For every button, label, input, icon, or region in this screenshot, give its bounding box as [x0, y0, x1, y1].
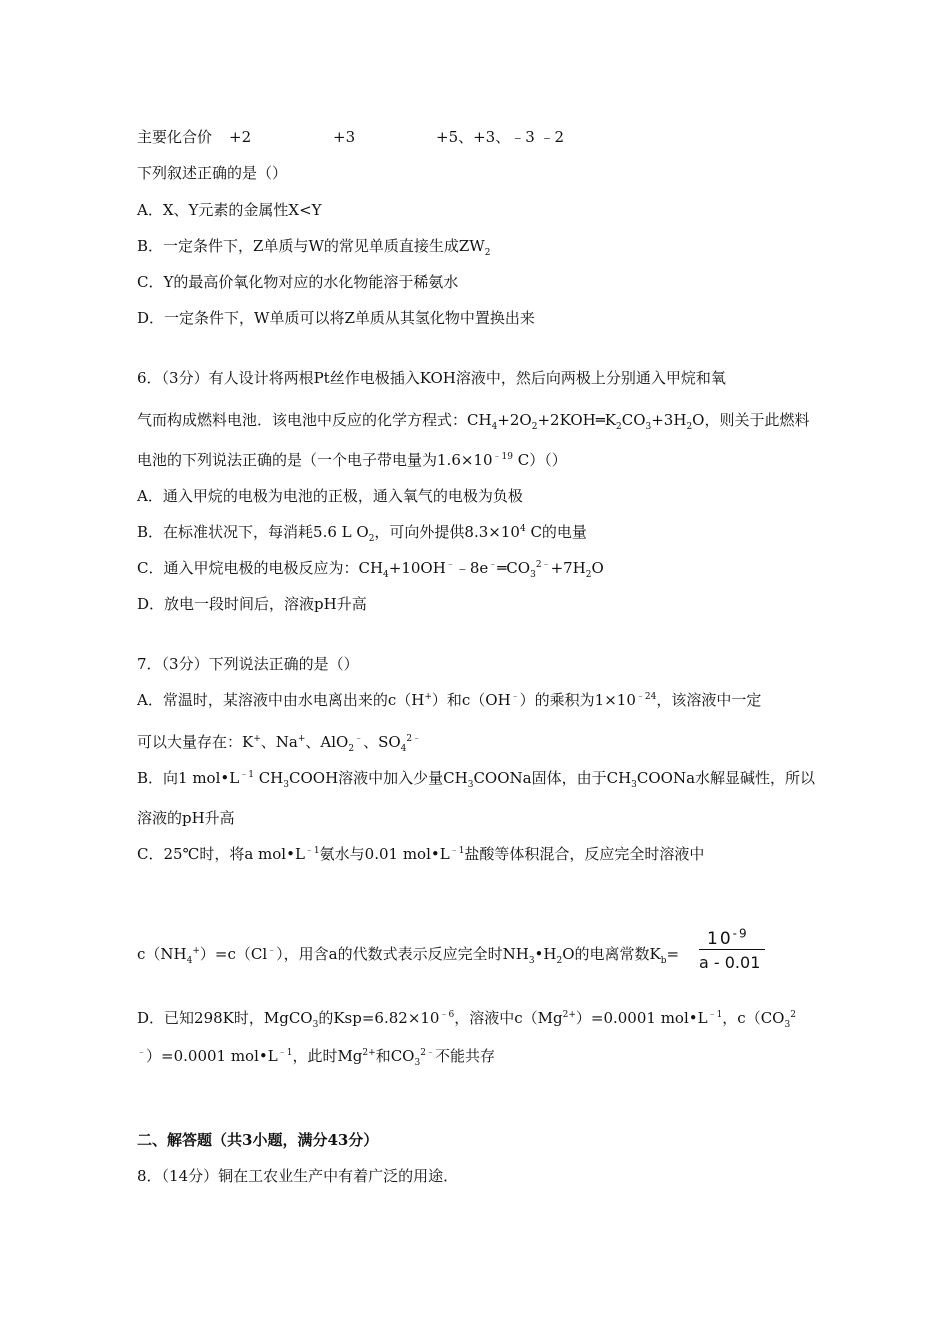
- q6-oc-h: +7H: [550, 559, 586, 577]
- fraction-bar: [699, 949, 765, 950]
- q7-oc2-a: c（NH: [137, 945, 187, 963]
- q7-oc2-c: +: [192, 946, 200, 956]
- q7-oa2-c: 、Na: [260, 733, 298, 751]
- q6-oc-b: +10OH: [388, 559, 446, 577]
- q6-option-d: D．放电一段时间后，溶液pH升高: [137, 595, 367, 613]
- q7-oc2-k: b: [660, 956, 667, 966]
- fraction-numerator: [707, 926, 749, 949]
- q6-l2-f: O，则关于此燃料: [692, 411, 810, 429]
- section-heading: 二、解答题（共3小题，满分43分）: [137, 1131, 379, 1149]
- q7-od1-g: ）=0.0001 mol•L: [575, 1009, 708, 1027]
- q7-oc1-c: 氨水与0.01 mol•L: [319, 845, 450, 863]
- q7-ob1-c: CH: [253, 769, 284, 787]
- fraction-numerator-exp: -9: [732, 926, 749, 941]
- q6-l2-d: CO: [621, 411, 646, 429]
- q7-oa2-i: 4: [400, 744, 407, 754]
- q7-oa2-d: +: [297, 734, 306, 744]
- q7-oc2-j: O的电离常数K: [562, 945, 661, 963]
- q7-option-b-line2: 溶液的pH升高: [137, 809, 235, 827]
- q7-od2-f: 和CO: [375, 1047, 415, 1065]
- q6-oc-e: ﹣: [488, 560, 498, 570]
- q7-oc2-l: =: [666, 945, 680, 963]
- q6-oc-f: ═CO: [497, 559, 531, 577]
- q7-oa1-g: ，该溶液中一定: [656, 691, 762, 709]
- q6-option-a: A．通入甲烷的电极为电池的正极，通入氧气的电极为负极: [137, 487, 523, 505]
- q7-oa2-g: ﹣: [354, 734, 364, 744]
- q7-oc2-f: ），用含a的代数式表示反应完全时NH: [276, 945, 529, 963]
- q7-ob1-i: COONa水解显碱性，所以: [636, 769, 816, 787]
- q6-ob-b: ，可向外提供8.3×10: [374, 523, 520, 541]
- q7-oa2-a: 可以大量存在：K: [137, 733, 254, 751]
- q7-od1-f: 2+: [562, 1010, 576, 1020]
- q7-oc1-a: C．25℃时，将a mol•L: [137, 845, 305, 863]
- q6-oc-a: C．通入甲烷电极的电极反应为：CH: [137, 559, 384, 577]
- q7-option-a-line2: [137, 732, 421, 752]
- valence-value-1: +2: [229, 128, 252, 146]
- valence-value-2: +3: [333, 128, 356, 146]
- q6-stem-line2: 气而构成燃料电池．该电池中反应的化学方程式：$CH_4+2O_2+2KOH═K_2CO_3+3H_2O$，则关于此燃料: [137, 411, 810, 432]
- q6-stem-line1: 6．（3分）有人设计将两根Pt丝作电极插入KOH溶液中，然后向两极上分别通入甲烷和氧: [137, 369, 726, 387]
- q6-l3-exp: ﹣19: [492, 452, 513, 462]
- q5-option-a: A．X、Y元素的金属性X<Y: [137, 201, 322, 219]
- q7-stem: 7．（3分）下列说法正确的是（）: [137, 655, 359, 673]
- q7-od1-h: ﹣1: [707, 1010, 723, 1020]
- q7-od2-d: ，此时Mg: [292, 1047, 363, 1065]
- q7-oa2-f: 2: [348, 744, 355, 754]
- q6-oc-c: ﹣: [445, 560, 455, 570]
- q7-ob1-g: COONa固体，由于CH: [473, 769, 632, 787]
- q7-option-c-line1: [137, 844, 704, 864]
- q7-ob1-e: COOH溶液中加入少量CH: [289, 769, 468, 787]
- q5-option-c: C．Y的最高价氧化物对应的水化物能溶于稀氨水: [137, 273, 459, 291]
- q7-option-a-line1: [137, 690, 761, 710]
- q5-option-b-text: B．一定条件下，Z单质与W的常见单质直接生成ZW: [137, 237, 485, 255]
- q6-l2-a: 气而构成燃料电池．该电池中反应的化学方程式：CH: [137, 411, 492, 429]
- valence-value-3: +5、+3、﹣3 ﹣2: [436, 128, 565, 146]
- q7-oc2-e: ﹣: [267, 946, 277, 956]
- q6-l2-b: +2O: [497, 411, 532, 429]
- q7-od2-h: 2﹣: [420, 1048, 435, 1058]
- q7-oc2-d: ）=c（Cl: [199, 945, 268, 963]
- q7-od1-b: 3: [312, 1020, 319, 1030]
- q7-od2-g: 3: [414, 1058, 421, 1068]
- q7-oc1-b: ﹣1: [304, 846, 320, 856]
- q8-stem: 8．（14分）铜在工农业生产中有着广泛的用途．: [137, 1167, 459, 1185]
- q7-ob1-f: 3: [467, 780, 474, 790]
- q7-oa2-e: 、AlO: [305, 733, 349, 751]
- q7-od1-c: 的Ksp=6.82×10: [318, 1009, 440, 1027]
- q7-oa2-b: +: [253, 734, 261, 744]
- q7-od1-a: D．已知298K时，MgCO: [137, 1009, 313, 1027]
- q7-oc2-g: 3: [528, 956, 535, 966]
- q7-ob1-d: 3: [283, 780, 289, 790]
- fraction-numerator-base: 10: [707, 929, 733, 949]
- q7-od1-j: 3: [784, 1020, 791, 1030]
- q6-ob-exp: 4: [519, 524, 526, 534]
- q7-oa1-b: +: [424, 692, 432, 702]
- q7-oa1-f: ﹣24: [635, 692, 657, 702]
- dissociation-constant-fraction: [697, 925, 767, 977]
- q6-ob-a: B．在标准状况下，每消耗5.6 L O: [137, 523, 369, 541]
- q6-oc-d: ﹣8e: [454, 559, 489, 577]
- q6-l2-e: +3H: [651, 411, 687, 429]
- q7-ob1-h: 3: [631, 780, 637, 790]
- q6-l3-b: C）（）: [512, 451, 567, 469]
- q6-l3-a: 电池的下列说法正确的是（一个电子带电量为1.6×10: [137, 451, 493, 469]
- q7-ob1-b: ﹣1: [239, 770, 254, 780]
- q7-oa1-a: A．常温时，某溶液中由水电离出来的c（H: [137, 691, 425, 709]
- q7-oc1-e: 盐酸等体积混合，反应完全时溶液中: [464, 845, 705, 863]
- q7-od2-c: ﹣1: [277, 1048, 293, 1058]
- valence-row-label: 主要化合价: [137, 128, 213, 146]
- q7-oa1-c: ）和c（OH: [431, 691, 511, 709]
- q5-option-b: B．一定条件下，Z单质与W的常见单质直接生成$ZW_2$: [137, 237, 491, 258]
- q7-od1-e: ，溶液中c（Mg: [454, 1009, 563, 1027]
- q6-l2-c: +2KOH═K: [537, 411, 616, 429]
- q7-od2-b: ）=0.0001 mol•L: [146, 1047, 278, 1065]
- q7-od2-a: ﹣: [137, 1048, 147, 1058]
- q7-od1-k: 2: [790, 1010, 796, 1020]
- q5-option-d: D．一定条件下，W单质可以将Z单质从其氢化物中置换出来: [137, 309, 535, 327]
- q7-od1-i: ，c（CO: [722, 1009, 785, 1027]
- q7-oa1-e: ）的乘积为1×10: [519, 691, 636, 709]
- q6-oc-g: 2﹣: [535, 560, 551, 570]
- q7-oc2-b: 4: [186, 956, 193, 966]
- q5-stem: 下列叙述正确的是（）: [137, 164, 288, 182]
- q6-oc-i: O: [591, 559, 604, 577]
- q6-stem-line3: [137, 450, 567, 470]
- q7-od2-e: 2+: [362, 1048, 376, 1058]
- q6-option-b: B．在标准状况下，每消耗5.6 L $O_2$，可向外提供$8.3\times 10^4$ C的电量: [137, 523, 587, 544]
- q7-oa2-j: 2﹣: [406, 734, 422, 744]
- q7-option-d-line2: [137, 1046, 495, 1066]
- q6-ob-c: C的电量: [525, 523, 587, 541]
- q7-od1-d: ﹣6: [439, 1010, 455, 1020]
- fraction-denominator: a - 0.01: [699, 953, 761, 972]
- q7-option-b-line1: [137, 768, 815, 788]
- q7-oc2-h: •H: [534, 945, 557, 963]
- q7-oc1-d: ﹣1: [449, 846, 465, 856]
- q7-oa2-h: 、SO: [363, 733, 401, 751]
- q7-option-c-line2: [137, 944, 679, 964]
- q7-oa1-d: ﹣: [510, 692, 520, 702]
- q7-oc2-i: 2: [556, 956, 563, 966]
- q7-option-d-line1: [137, 1008, 796, 1028]
- q7-od2-i: 不能共存: [434, 1047, 495, 1065]
- q6-option-c: C．通入甲烷电极的电极反应为：$CH_4+10OH^﹣﹣8e^﹣═CO_3^{2﹣}+7H_2O$: [137, 559, 604, 580]
- q7-ob1-a: B．向1 mol•L: [137, 769, 240, 787]
